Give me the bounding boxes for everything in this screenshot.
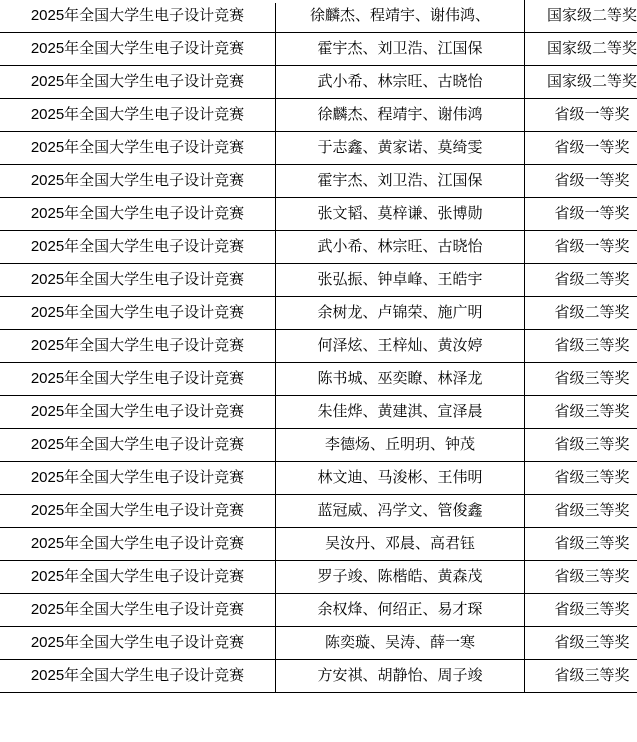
table-row — [0, 429, 637, 462]
cell-award: 省级三等奖 — [525, 528, 637, 561]
cell-members: 于志鑫、黄家诺、莫绮雯 — [276, 132, 525, 165]
table-row — [0, 132, 637, 165]
cell-members: 霍宇杰、刘卫浩、江国保 — [276, 33, 525, 66]
cell-members: 陈书城、巫奕瞭、林泽龙 — [276, 363, 525, 396]
cell-competition: 2025年全国大学生电子设计竞赛 — [0, 660, 276, 693]
cell-award: 省级一等奖 — [525, 165, 637, 198]
cell-competition: 2025年全国大学生电子设计竞赛 — [0, 0, 276, 33]
table-row — [0, 462, 637, 495]
cell-members: 陈奕璇、吴涛、薛一寒 — [276, 627, 525, 660]
cell-award: 省级三等奖 — [525, 627, 637, 660]
cell-competition: 2025年全国大学生电子设计竞赛 — [0, 297, 276, 330]
table-row — [0, 198, 637, 231]
cell-members: 林文迪、马浚彬、王伟明 — [276, 462, 525, 495]
cell-award: 省级三等奖 — [525, 429, 637, 462]
cell-competition: 2025年全国大学生电子设计竞赛 — [0, 594, 276, 627]
cell-competition: 2025年全国大学生电子设计竞赛 — [0, 165, 276, 198]
cell-award: 省级一等奖 — [525, 99, 637, 132]
table-row — [0, 528, 637, 561]
cell-members: 方安祺、胡静怡、周子竣 — [276, 660, 525, 693]
table-row — [0, 231, 637, 264]
table-row — [0, 495, 637, 528]
table-top-gap — [267, 0, 507, 3]
cell-members: 徐麟杰、程靖宇、谢伟鸿、 — [276, 0, 525, 33]
table-row — [0, 396, 637, 429]
cell-members: 罗子竣、陈楷皓、黄森茂 — [276, 561, 525, 594]
cell-members: 余树龙、卢锦荣、施广明 — [276, 297, 525, 330]
table-row — [0, 264, 637, 297]
cell-competition: 2025年全国大学生电子设计竞赛 — [0, 231, 276, 264]
cell-members: 武小希、林宗旺、古晓怡 — [276, 231, 525, 264]
table-row — [0, 99, 637, 132]
cell-members: 徐麟杰、程靖宇、谢伟鸿 — [276, 99, 525, 132]
cell-members: 霍宇杰、刘卫浩、江国保 — [276, 165, 525, 198]
cell-award: 省级一等奖 — [525, 231, 637, 264]
cell-competition: 2025年全国大学生电子设计竞赛 — [0, 330, 276, 363]
cell-award: 省级一等奖 — [525, 198, 637, 231]
cell-award: 国家级二等奖 — [525, 66, 637, 99]
cell-competition: 2025年全国大学生电子设计竞赛 — [0, 66, 276, 99]
table-row — [0, 297, 637, 330]
cell-members: 蓝冠威、冯学文、管俊鑫 — [276, 495, 525, 528]
table-row — [0, 165, 637, 198]
cell-award: 省级三等奖 — [525, 561, 637, 594]
cell-award: 省级二等奖 — [525, 264, 637, 297]
cell-members: 张弘振、钟卓峰、王皓宇 — [276, 264, 525, 297]
cell-members: 何泽炫、王梓灿、黄汝婷 — [276, 330, 525, 363]
table-row — [0, 0, 637, 33]
cell-award: 省级三等奖 — [525, 660, 637, 693]
cell-members: 朱佳烨、黄建淇、宣泽晨 — [276, 396, 525, 429]
cell-competition: 2025年全国大学生电子设计竞赛 — [0, 33, 276, 66]
cell-competition: 2025年全国大学生电子设计竞赛 — [0, 528, 276, 561]
cell-award: 国家级二等奖 — [525, 0, 637, 33]
table-row — [0, 594, 637, 627]
table-row — [0, 66, 637, 99]
cell-members: 李德炀、丘明玥、钟茂 — [276, 429, 525, 462]
table-row — [0, 660, 637, 693]
cell-competition: 2025年全国大学生电子设计竞赛 — [0, 99, 276, 132]
cell-award: 省级一等奖 — [525, 132, 637, 165]
cell-members: 吴汝丹、邓晨、高君钰 — [276, 528, 525, 561]
cell-competition: 2025年全国大学生电子设计竞赛 — [0, 627, 276, 660]
cell-members: 武小希、林宗旺、古晓怡 — [276, 66, 525, 99]
cell-award: 省级三等奖 — [525, 363, 637, 396]
table-row — [0, 561, 637, 594]
cell-award: 省级二等奖 — [525, 297, 637, 330]
cell-competition: 2025年全国大学生电子设计竞赛 — [0, 198, 276, 231]
cell-award: 省级三等奖 — [525, 594, 637, 627]
cell-award: 省级三等奖 — [525, 396, 637, 429]
cell-competition: 2025年全国大学生电子设计竞赛 — [0, 495, 276, 528]
cell-award: 国家级二等奖 — [525, 33, 637, 66]
table-row — [0, 627, 637, 660]
cell-members: 张文韬、莫梓谦、张博勋 — [276, 198, 525, 231]
cell-competition: 2025年全国大学生电子设计竞赛 — [0, 462, 276, 495]
cell-competition: 2025年全国大学生电子设计竞赛 — [0, 396, 276, 429]
cell-award: 省级三等奖 — [525, 495, 637, 528]
cell-award: 省级三等奖 — [525, 462, 637, 495]
cell-competition: 2025年全国大学生电子设计竞赛 — [0, 264, 276, 297]
cell-award: 省级三等奖 — [525, 330, 637, 363]
cell-competition: 2025年全国大学生电子设计竞赛 — [0, 132, 276, 165]
table-row — [0, 330, 637, 363]
table-row — [0, 363, 637, 396]
cell-competition: 2025年全国大学生电子设计竞赛 — [0, 429, 276, 462]
cell-members: 余权烽、何绍正、易才琛 — [276, 594, 525, 627]
cell-competition: 2025年全国大学生电子设计竞赛 — [0, 363, 276, 396]
table-row — [0, 33, 637, 66]
cell-competition: 2025年全国大学生电子设计竞赛 — [0, 561, 276, 594]
